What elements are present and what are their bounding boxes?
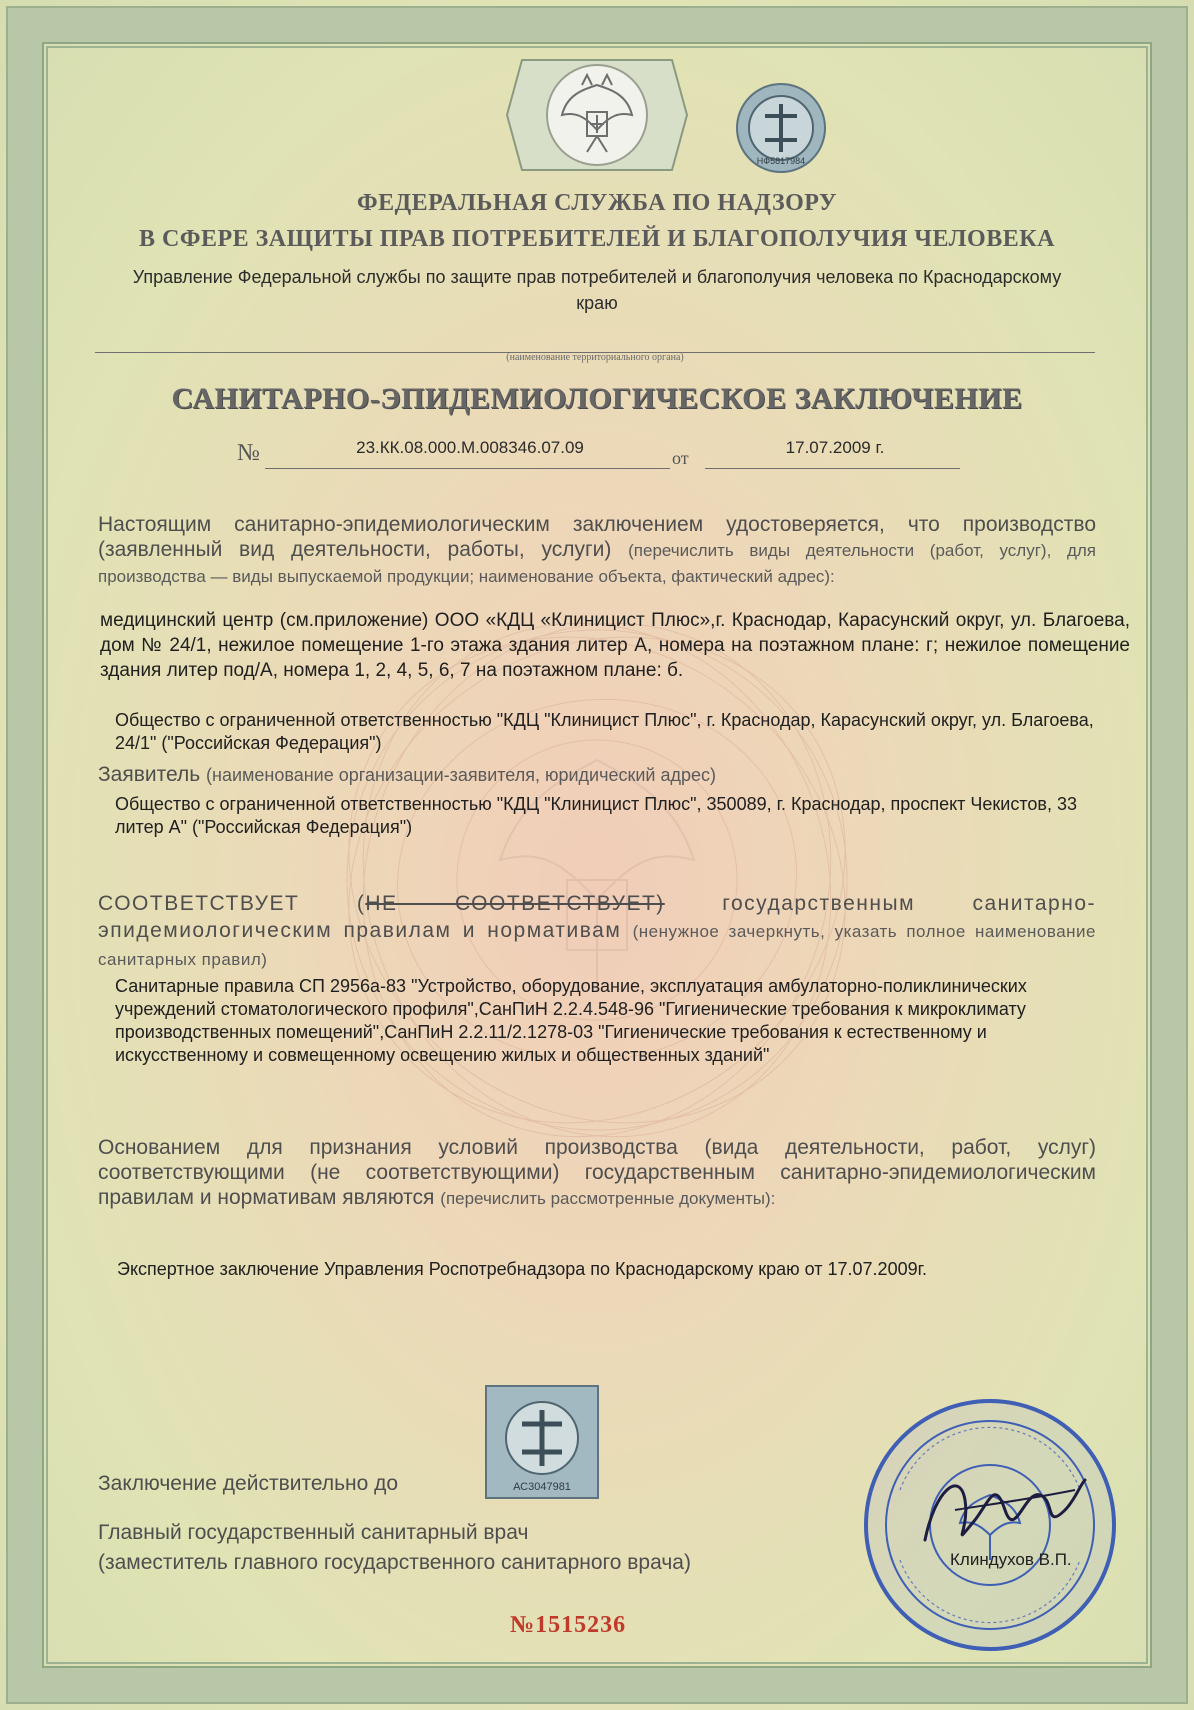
production-intro-main: Настоящим санитарно-эпидемиологическим заключением удостоверяется, что производство (заявленный вид деятельности, работы, услуги) bbox=[98, 513, 1096, 561]
emblem-medallion bbox=[502, 40, 692, 190]
basis-hint: (перечислить рассмотренные документы): bbox=[440, 1189, 776, 1208]
production-intro-hint: (перечислить виды деятельности (работ, услуг), для производства — виды выпускаемой продукции; наименование объекта, фактический адрес): bbox=[98, 541, 1096, 586]
department-caption: (наименование территориального органа) bbox=[506, 352, 684, 363]
agency-name-line1: ФЕДЕРАЛЬНАЯ СЛУЖБА ПО НАДЗОРУ bbox=[357, 190, 837, 216]
compliance-rest: государственным санитарно-эпидемиологическим правилам и нормативам bbox=[98, 892, 1096, 942]
number-label: № bbox=[237, 440, 260, 466]
compliance-paren: ( bbox=[356, 892, 366, 915]
compliance-statement bbox=[98, 890, 1096, 973]
signer-name: Клиндухов В.П. bbox=[950, 1550, 1072, 1569]
production-object: медицинский центр (см.приложение) ООО «КДЦ «Клиницист Плюс»,г. Краснодар, Карасунский округ, ул. Благоева, дом № 24/1, нежилое помещение 1-го этажа здания литер А, номера на поэтажном плане: г; нежилое помещение здания литер под/А, номера 1, 2, 4, 5, 6, 7 на поэтажном плане: б. bbox=[100, 610, 1130, 681]
basis-statement bbox=[98, 1135, 1096, 1211]
validity-label: Заключение действительно до bbox=[98, 1472, 399, 1495]
basis-document: Экспертное заключение Управления Роспотребнадзора по Краснодарскому краю от 17.07.2009г. bbox=[117, 1259, 927, 1279]
hologram-bottom-code: АС3047981 bbox=[513, 1481, 571, 1493]
production-org-address: Общество с ограниченной ответственностью "КДЦ "Клиницист Плюс", г. Краснодар, Карасунский округ, ул. Благоева, 24/1" ("Российская Федерация") bbox=[115, 710, 1094, 753]
non-compliance-struck: НЕ СООТВЕТСТВУЕТ) bbox=[365, 892, 665, 915]
document-title: САНИТАРНО-ЭПИДЕМИОЛОГИЧЕСКОЕ ЗАКЛЮЧЕНИЕ bbox=[171, 382, 1023, 415]
hologram-bottom bbox=[482, 1382, 602, 1502]
certificate-number: 23.КК.08.000.М.008346.07.09 bbox=[356, 438, 584, 457]
compliance-hint: (ненужное зачеркнуть, указать полное наименование санитарных правил) bbox=[98, 922, 1097, 969]
territorial-department: Управление Федеральной службы по защите прав потребителей и благополучия человека по Краснодарскому краю bbox=[132, 267, 1062, 313]
date-underline bbox=[705, 468, 960, 469]
certificate-date: 17.07.2009 г. bbox=[785, 438, 885, 457]
agency-name-line2: В СФЕРЕ ЗАЩИТЫ ПРАВ ПОТРЕБИТЕЛЕЙ И БЛАГОПОЛУЧИЯ ЧЕЛОВЕКА bbox=[139, 226, 1055, 252]
basis-main: Основанием для признания условий производства (вида деятельности, работ, услуг) соответствующими (не соответствующими) государственным санитарно-эпидемиологическим правилам и нормативам являются bbox=[98, 1136, 1096, 1209]
chief-doctor-title bbox=[98, 1518, 691, 1578]
chief-doctor-line1: Главный государственный санитарный врач bbox=[98, 1521, 529, 1544]
number-underline bbox=[265, 468, 670, 469]
chief-doctor-line2: (заместитель главного государственного санитарного врача) bbox=[98, 1551, 691, 1574]
hologram-top-code: НФ5817984 bbox=[756, 156, 806, 166]
compliance-word: СООТВЕТСТВУЕТ bbox=[98, 892, 300, 915]
applicant-heading bbox=[98, 763, 1098, 787]
applicant-value: Общество с ограниченной ответственностью "КДЦ "Клиницист Плюс", 350089, г. Краснодар, проспект Чекистов, 33 литер А" ("Российская Федерация") bbox=[115, 794, 1077, 837]
production-intro bbox=[98, 512, 1096, 589]
sanitary-rules: Санитарные правила СП 2956а-83 "Устройство, оборудование, эксплуатация амбулаторно-поликлинических учреждений стоматологического профиля",СанПиН 2.2.4.548-96 "Гигиенические требования к микроклимату производственных помещений",СанПиН 2.2.11/2.1278-03 "Гигиенические требования к естественному и искусственному и совмещенному освещению жилых и общественных зданий" bbox=[115, 976, 1027, 1065]
applicant-label: Заявитель bbox=[98, 763, 201, 786]
applicant-hint: (наименование организации-заявителя, юридический адрес) bbox=[206, 765, 716, 785]
hologram-top bbox=[735, 82, 827, 174]
date-label: от bbox=[672, 448, 689, 468]
form-serial-number: №1515236 bbox=[510, 1612, 627, 1638]
